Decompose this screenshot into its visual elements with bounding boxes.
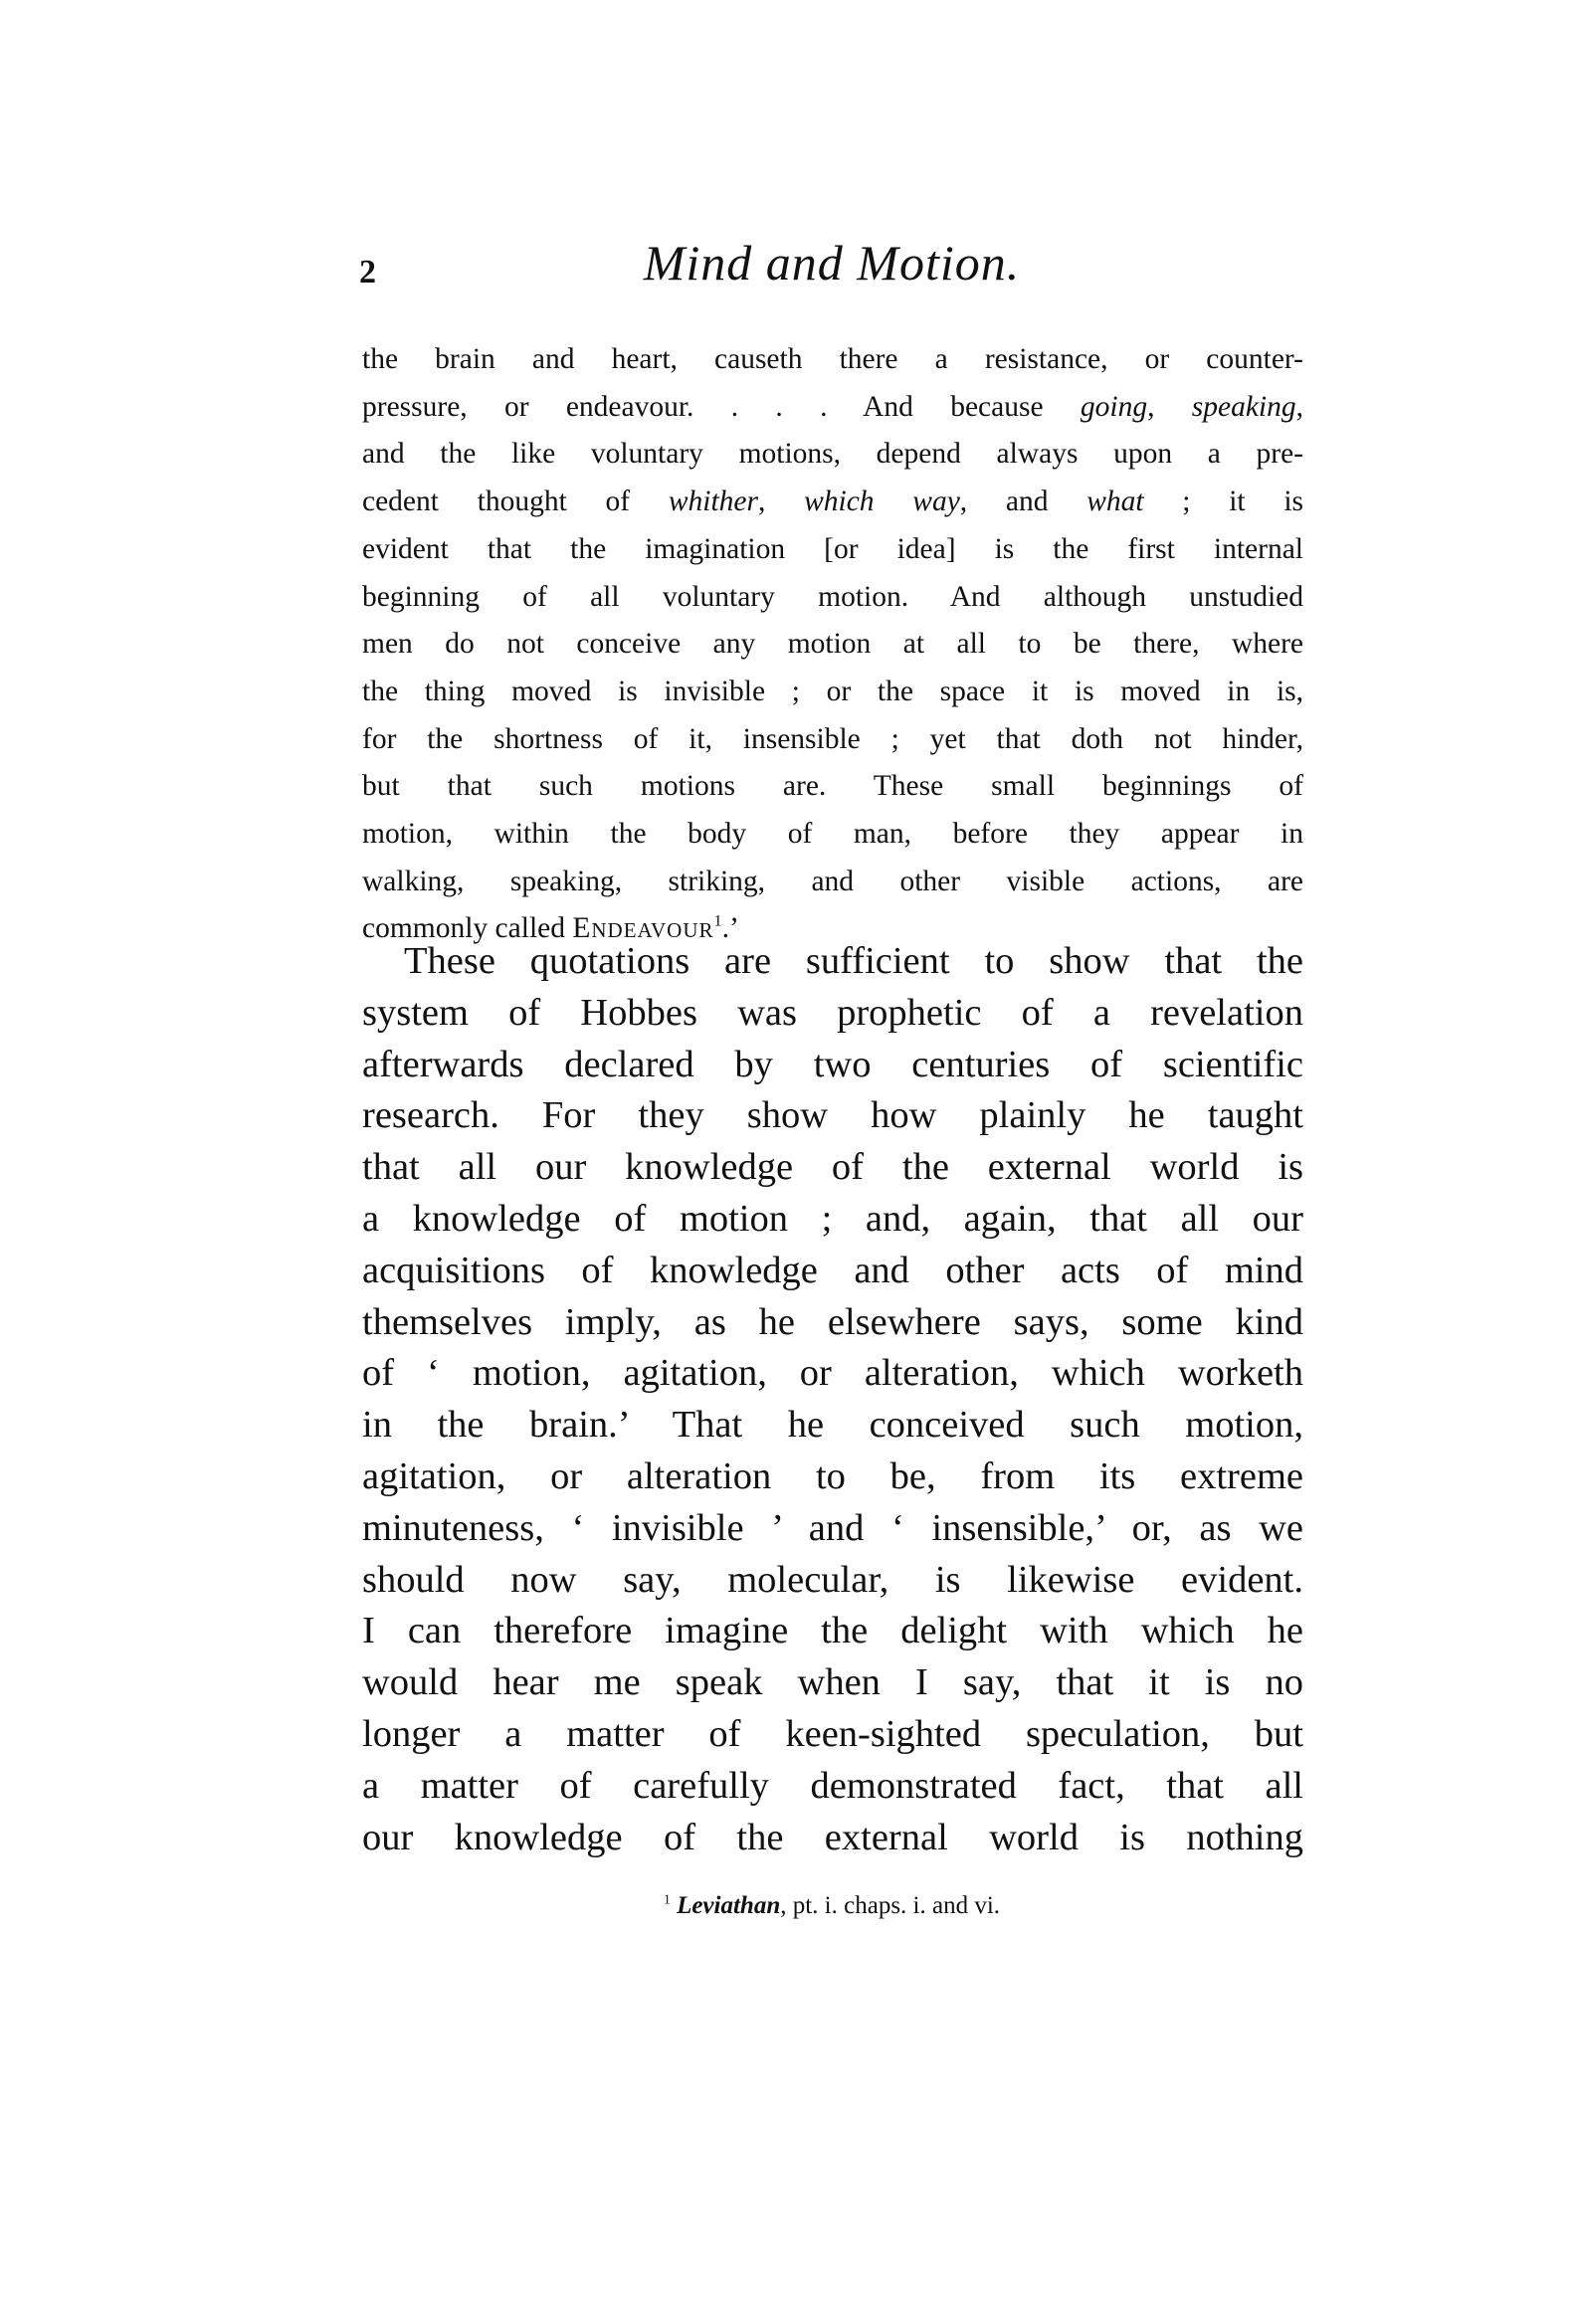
- quote-line: the thing moved is invisible ; or the space it is moved in is,: [362, 675, 1303, 707]
- quote-line: for the shortness of it, insensible ; yet that doth not hinder,: [362, 722, 1303, 755]
- body-line: our knowledge of the external world is nothing: [362, 1816, 1303, 1858]
- body-line: minuteness, ‘ invisible ’ and ‘ insensible,’ or, as we: [362, 1506, 1303, 1549]
- quote-line: the brain and heart, causeth there a resistance, or counter-: [362, 343, 1303, 375]
- quote-line: beginning of all voluntary motion. And although unstudied: [362, 580, 1303, 613]
- body-line: a matter of carefully demonstrated fact, that all: [362, 1764, 1303, 1807]
- footnote-marker: 1: [663, 1891, 671, 1907]
- footnote-title: Leviathan: [677, 1892, 781, 1919]
- quote-line: cedent thought of whither, which way, and what ; it is: [362, 485, 1303, 518]
- body-line: in the brain.’ That he conceived such motion,: [362, 1404, 1303, 1447]
- quote-line: and the like voluntary motions, depend always upon a pre-: [362, 438, 1303, 471]
- body-line: I can therefore imagine the delight with which he: [362, 1610, 1303, 1652]
- body-line: that all our knowledge of the external world is: [362, 1146, 1303, 1189]
- body-line: longer a matter of keen-sighted speculation, but: [362, 1712, 1303, 1755]
- quote-line: commonly called Endeavour$^1$.’: [362, 912, 739, 945]
- quote-line: motion, within the body of man, before they appear in: [362, 818, 1303, 851]
- body-line: agitation, or alteration to be, from its extreme: [362, 1454, 1303, 1497]
- running-title: Mind and Motion.: [643, 235, 1021, 290]
- body-line: a knowledge of motion ; and, again, that all our: [362, 1197, 1303, 1240]
- body-line: These quotations are sufficient to show that the: [404, 940, 1303, 982]
- quoted-passage: [362, 336, 1303, 953]
- page-number: 2: [359, 254, 376, 290]
- body-line: would hear me speak when I say, that it is no: [362, 1661, 1303, 1704]
- quote-line: men do not conceive any motion at all to be there, where: [362, 628, 1303, 661]
- footnote: [0, 1889, 1577, 1923]
- body-line: system of Hobbes was prophetic of a revelation: [362, 991, 1303, 1034]
- quote-line: walking, speaking, striking, and other visible actions, are: [362, 865, 1303, 897]
- body-paragraph: [362, 936, 1303, 1863]
- body-line: research. For they show how plainly he taught: [362, 1094, 1303, 1137]
- quote-line: pressure, or endeavour. . . . And because going, speaking,: [362, 390, 1303, 423]
- body-line: afterwards declared by two centuries of scientific: [362, 1043, 1303, 1085]
- body-line: acquisitions of knowledge and other acts of mind: [362, 1249, 1303, 1291]
- body-line: should now say, molecular, is likewise evident.: [362, 1558, 1303, 1601]
- body-line: themselves imply, as he elsewhere says, some kind: [362, 1300, 1303, 1343]
- quote-line: evident that the imagination [or idea] is the first internal: [362, 532, 1303, 565]
- body-line: of ‘ motion, agitation, or alteration, which worketh: [362, 1352, 1303, 1395]
- quote-line: but that such motions are. These small beginnings of: [362, 770, 1303, 803]
- footnote-text: , pt. i. chaps. i. and vi.: [780, 1892, 1001, 1919]
